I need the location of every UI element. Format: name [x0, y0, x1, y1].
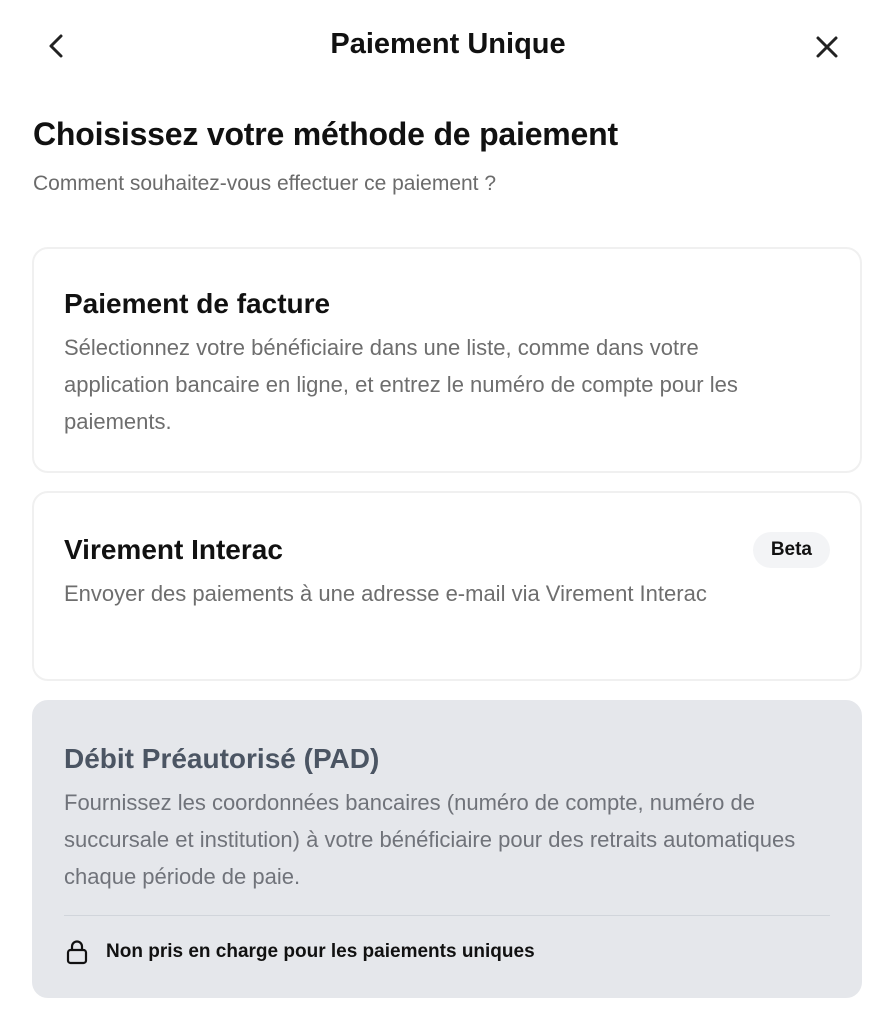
option-title: Paiement de facture — [64, 288, 331, 319]
option-description: Sélectionnez votre bénéficiaire dans une liste, comme dans votre application bancaire en ligne, et entrez le numéro de compte pour les paiements. — [64, 335, 738, 434]
option-description: Fournissez les coordonnées bancaires (numéro de compte, numéro de succursale et institution) à votre bénéficiaire pour des retraits automatiques chaque période de paie. — [64, 790, 796, 889]
option-bill-payment[interactable] — [32, 247, 862, 473]
beta-badge: Beta — [753, 532, 830, 568]
divider — [64, 915, 830, 916]
header — [0, 0, 896, 92]
option-pad-disabled — [32, 700, 862, 998]
close-button[interactable] — [810, 30, 844, 64]
unsupported-note-text: Non pris en charge pour les paiements uniques — [106, 941, 535, 962]
section-heading: Choisissez votre méthode de paiement — [33, 116, 618, 152]
unsupported-note — [64, 938, 830, 966]
lock-icon — [64, 938, 90, 966]
option-title: Virement Interac — [64, 534, 283, 565]
option-description: Envoyer des paiements à une adresse e-mail via Virement Interac — [64, 581, 707, 606]
option-interac-transfer[interactable] — [32, 491, 862, 681]
option-title: Débit Préautorisé (PAD) — [64, 743, 380, 774]
section-subtitle: Comment souhaitez-vous effectuer ce paiement ? — [33, 172, 497, 195]
close-icon — [810, 30, 844, 64]
page-title: Paiement Unique — [330, 28, 566, 60]
